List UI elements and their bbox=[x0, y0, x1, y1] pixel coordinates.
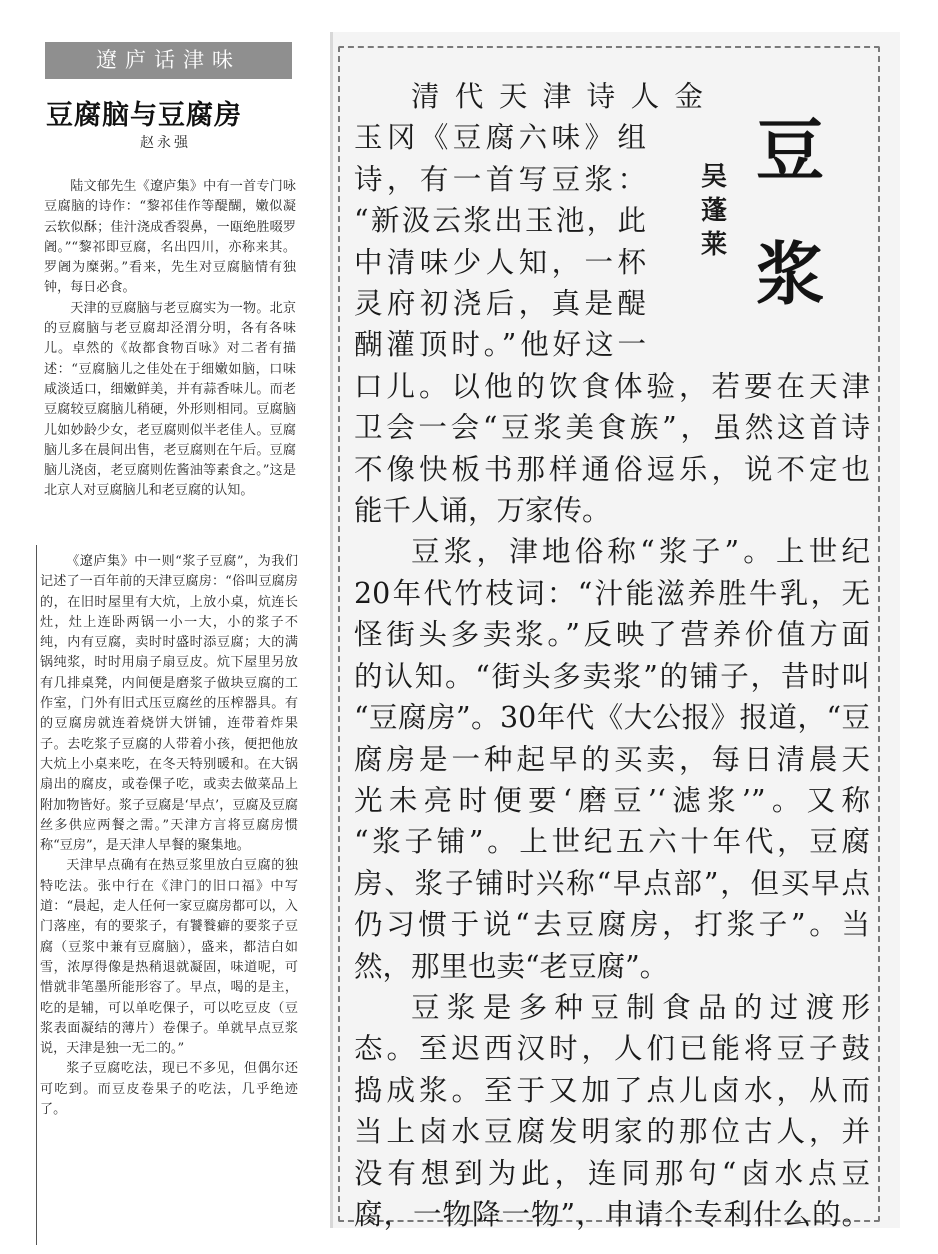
text-line: 中清味少人知，一杯 bbox=[354, 245, 646, 279]
text-line: 卫会一会“豆浆美食族”，虽然这首诗 bbox=[354, 411, 870, 445]
text-line: 仍习惯于说“去豆腐房，打浆子”。当 bbox=[354, 908, 870, 942]
article-body-right bbox=[354, 76, 870, 1235]
text-line: 豆浆是多种豆制食品的过渡形 bbox=[411, 990, 870, 1024]
paragraph: 浆子豆腐吃法，现已不多见，但偶尔还可吃到。而豆皮卷果子的吃法，几乎绝迹了。 bbox=[40, 1061, 298, 1118]
text-line: 的认知。“街头多卖浆”的铺子，昔时叫 bbox=[354, 659, 870, 693]
text-line: 醐灌顶时。”他好这一 bbox=[354, 328, 646, 362]
paragraph: 《遼庐集》中一则“浆子豆腐”，为我们记述了一百年前的天津豆腐房：“俗叫豆腐房的，在旧时屋里有大炕，上放小桌，炕连长灶，灶上连卧两锅一小一大，小的浆子不纯，内有豆腐，卖时时盛时添豆腐；大的满锅纯浆，时时用扇子扇豆皮。炕下屋里另放有几排桌凳，内间便是磨浆子做块豆腐的工作室，门外有旧式压豆腐丝的压榨器具。有的豆腐房就连着烧饼大饼铺，连带着炸果子。去吃浆子豆腐的人带着小孩，便把他放大炕上小桌来吃，在冬天特别暖和。在大锅扇出的腐皮，或卷倮子吃，或卖去做菜品上附加物皆好。浆子豆腐是‘早点’，豆腐及豆腐丝多供应两餐之需。”天津方言将豆腐房惯称“豆房”，是天津人早餐的聚集地。 bbox=[40, 554, 298, 854]
text-line: 20年代竹枝词：“汁能滋养胜牛乳，无 bbox=[354, 576, 870, 610]
text-line: 腐，一物降一物”，申请个专利什么的。 bbox=[354, 1197, 870, 1231]
text-line: 腐房是一种起早的买卖，每日清晨天 bbox=[354, 742, 870, 776]
article-body-left-top bbox=[44, 177, 296, 502]
paragraph: 天津早点确有在热豆浆里放白豆腐的独特吃法。张中行在《津门的旧口福》中写道：“晨起，走人任何一家豆腐房都可以，入门落座，有的要浆子，有饕餮癖的要浆子豆腐（豆浆中兼有豆腐脑），盛来，都洁白如雪，浓厚得像是热稍退就凝固，味道呢，可惜就非笔墨所能形容了。早点，喝的是主，吃的是辅，可以单吃倮子，可以吃豆皮（豆浆表面凝结的薄片）卷倮子。单就早点豆浆说，天津是独一无二的。” bbox=[40, 858, 298, 1057]
panel-edge bbox=[330, 32, 333, 1228]
text-line: 口儿。以他的饮食体验，若要在天津 bbox=[354, 369, 870, 403]
text-line: 态。至迟西汉时，人们已能将豆子鼓 bbox=[354, 1032, 870, 1066]
author-left: 赵永强 bbox=[140, 135, 191, 151]
author-right: 吴蓬莱 bbox=[700, 162, 727, 260]
text-line: 怪街头多卖浆。”反映了营养价值方面 bbox=[354, 618, 870, 652]
article-title-char-2: 浆 bbox=[755, 236, 824, 315]
text-line: 不像快板书那样通俗逗乐，说不定也 bbox=[354, 452, 870, 486]
article-body-left-bottom bbox=[40, 552, 298, 1120]
text-line: 然，那里也卖“老豆腐”。 bbox=[354, 949, 669, 983]
paragraph: 陆文郁先生《遼庐集》中有一首专门咏豆腐脑的诗作：“黎祁佳作等醍醐，嫩似凝云软似酥；佳汁浇成香裂鼻，一瓯绝胜啜罗阇。”“黎祁即豆腐，名出四川，亦称来其。罗阇为糜粥。”看来，先生对豆腐脑情有独钟，每日必食。 bbox=[44, 179, 296, 296]
column-header: 遼庐话津味 bbox=[45, 42, 292, 79]
paragraph: 天津的豆腐脑与老豆腐实为一物。北京的豆腐脑与老豆腐却泾渭分明，各有各味儿。卓然的《故都食物百咏》对二者有描述：“豆腐脑儿之佳处在于细嫩如脑，口味咸淡适口，细嫩鲜美，并有蒜香味儿。而老豆腐较豆腐脑儿稍硬，外形则相同。豆腐脑儿如妙龄少女，老豆腐则似半老佳人。豆腐脑儿多在晨间出售，老豆腐则在午后。豆腐脑儿浇卤，老豆腐则佐酱油等素食之。”这是北京人对豆腐脑儿和老豆腐的认知。 bbox=[44, 300, 296, 499]
article-title-char-1: 豆 bbox=[755, 112, 824, 191]
text-line: 房、浆子铺时兴称“早点部”，但买早点 bbox=[354, 866, 870, 900]
text-line: 捣成浆。至于又加了点儿卤水，从而 bbox=[354, 1073, 870, 1107]
text-line: “豆腐房”。30年代《大公报》报道，“豆 bbox=[354, 701, 870, 735]
text-line: “浆子铺”。上世纪五六十年代，豆腐 bbox=[354, 825, 870, 859]
text-line: 光未亮时便要‘磨豆’‘滤浆’”。又称 bbox=[354, 783, 870, 817]
text-line: 没有想到为此，连同那句“卤水点豆 bbox=[354, 1156, 870, 1190]
text-line: 清代天津诗人金 bbox=[411, 80, 703, 113]
text-line: 当上卤水豆腐发明家的那位古人，并 bbox=[354, 1115, 870, 1149]
column-rule bbox=[36, 545, 37, 1245]
text-line: 能千人诵，万家传。 bbox=[354, 494, 611, 528]
article-title-left: 豆腐脑与豆腐房 bbox=[46, 100, 242, 131]
text-line: 诗，有一首写豆浆： bbox=[354, 162, 646, 196]
text-line: 灵府初浇后，真是醍 bbox=[354, 287, 646, 321]
text-line: “新汲云浆出玉池，此 bbox=[354, 204, 646, 238]
text-line: 玉冈《豆腐六味》组 bbox=[354, 121, 646, 155]
text-line: 豆浆，津地俗称“浆子”。上世纪 bbox=[411, 535, 870, 569]
